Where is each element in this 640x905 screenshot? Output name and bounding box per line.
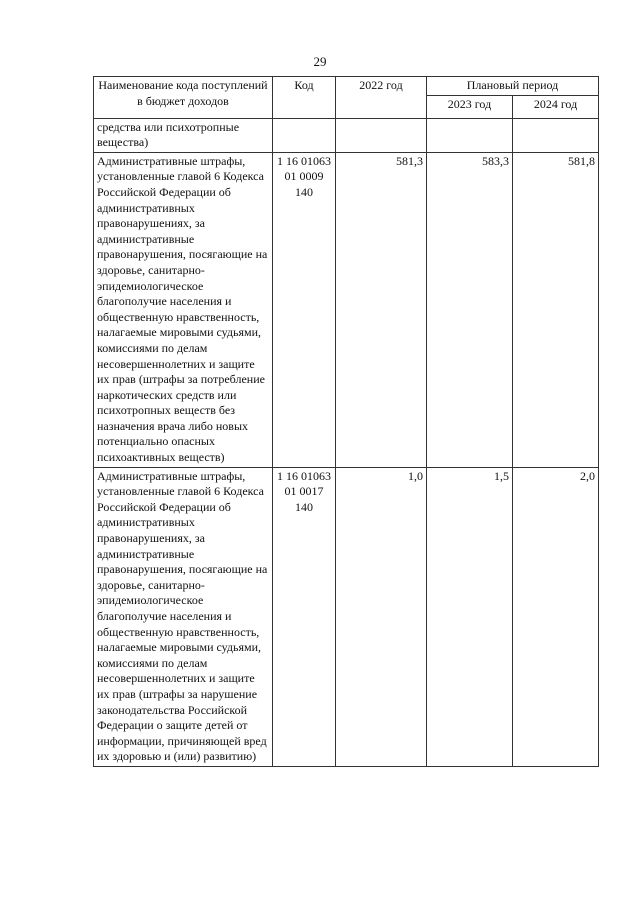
row-name-cell: Административные штрафы, установленные главой 6 Кодекса Российской Федерации об административных правонарушениях, за административные правонарушения, посягающие на здоровье, санитарно-эпидемиологическое благополучие населения и общественную нравственность, налагаемые мировыми судьями, комиссиями по делам несовершеннолетних и защите их прав (штрафы за потребление наркотических средств или психотропных веществ без назначения врача либо новых потенциально опасных психоактивных веществ) [94,152,273,467]
row-name-cell: средства или психотропные вещества) [94,118,273,152]
header-year-2022: 2022 год [336,77,427,119]
row-code-cell [273,118,336,152]
header-year-2023: 2023 год [427,95,513,118]
table-row [94,152,599,467]
header-year-2024: 2024 год [513,95,599,118]
row-value-2024: 2,0 [513,467,599,766]
page-number: 29 [313,54,327,69]
row-value-2024 [513,118,599,152]
row-value-2024: 581,8 [513,152,599,467]
header-plan-period: Плановый период [427,77,599,96]
header-code-column: Код [273,77,336,119]
table-row [94,467,599,766]
table-row [94,118,599,152]
row-code-cell: 1 16 01063 01 0017 140 [273,467,336,766]
row-value-2023: 1,5 [427,467,513,766]
row-value-2023 [427,118,513,152]
row-value-2023: 583,3 [427,152,513,467]
row-value-2022: 1,0 [336,467,427,766]
row-value-2022 [336,118,427,152]
row-code-cell: 1 16 01063 01 0009 140 [273,152,336,467]
budget-revenue-table [93,76,599,767]
header-name-column: Наименование кода поступлений в бюджет доходов [94,77,273,119]
row-name-cell: Административные штрафы, установленные главой 6 Кодекса Российской Федерации об административных правонарушениях, за административные правонарушения, посягающие на здоровье, санитарно-эпидемиологическое благополучие населения и общественную нравственность, налагаемые мировыми судьями, комиссиями по делам несовершеннолетних и защите их прав (штрафы за нарушение законодательства Российской Федерации о защите детей от информации, причиняющей вред их здоровью и (или) развитию) [94,467,273,766]
table-header-row [94,77,599,96]
row-value-2022: 581,3 [336,152,427,467]
